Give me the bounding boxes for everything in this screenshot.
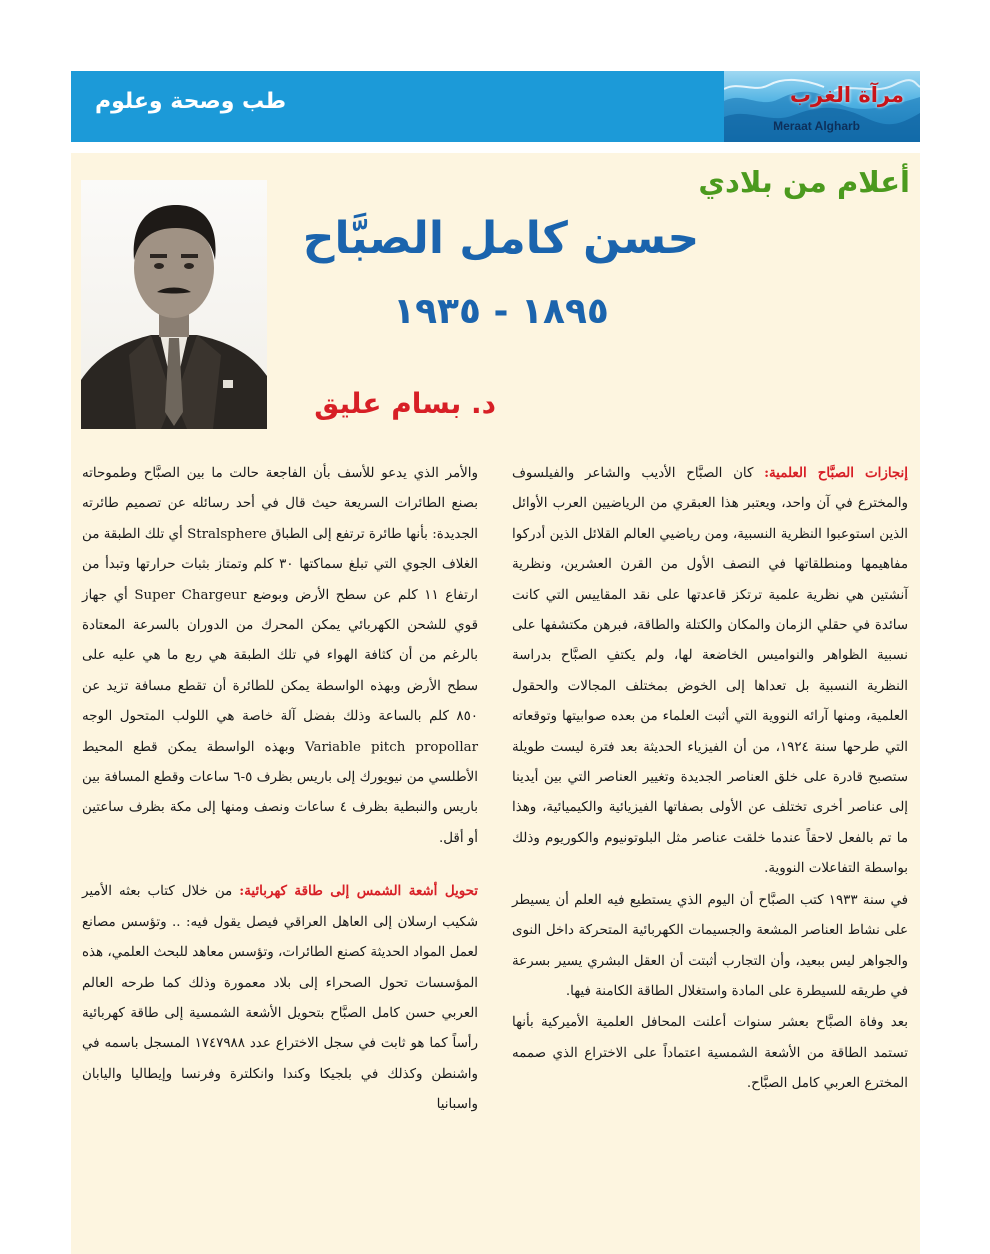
portrait-figure (81, 180, 267, 429)
paragraph-heading: تحويل أشعة الشمس إلى طاقة كهربائية: (239, 883, 478, 900)
paragraph-text: في سنة ١٩٣٣ كتب الصبَّاح أن اليوم الذي يستطيع فيه العلم أن يسيطر على نشاط العناصر المشعة والجسيمات الكهربائية المتحركة داخل النوى والجواهر ليس ببعيد، وأن التجارب أثبتت أن العقل البشري يسير بسرعة في طريقه للسيطرة على المادة واستغلال الطاقة الكامنة فيها. (512, 892, 909, 999)
article-page (71, 153, 920, 1254)
logo-arabic: مرآة الغرب (789, 83, 904, 107)
paragraph-text: بعد وفاة الصبَّاح بعشر سنوات أعلنت المحافل العلمية الأميركية بأنها تستمد الطاقة من الأشعة الشمسية اعتماداً على الاختراع الذي صممه المخترع العربي كامل الصبَّاح. (512, 1015, 908, 1092)
paragraph (512, 885, 908, 1008)
page-header (71, 71, 920, 142)
paragraph-text: والأمر الذي يدعو للأسف بأن الفاجعة حالت ما بين الصبَّاح وطموحاته بصنع الطائرات السريعة حيث قال في أحد رسائله عن تصميم طائرته الجديدة: بأنها طائرة ترتفع إلى الطباق Stralsphere أي تلك الطبقة من الغلاف الجوي التي تبلغ سماكتها ٣٠ كلم وتمتاز بثبات حرارتها وتبدأ من ارتفاع ١١ كلم عن سطح الأرض وبوضع Super Chargeur أي جهاز قوي للشحن الكهربائي يمكن المحرك من الدوران بالسرعة المعتادة بالرغم من أن كثافة الهواء في تلك الطبقة هي ربع ما هي عليه على سطح الأرض وبهذه الواسطة يمكن للطائرة أن تقطع مسافة تزيد عن ٨٥٠ كلم بالساعة وذلك بفضل آلة خاصة هي اللولب المتحول الوجه Variable pitch propollar وبهذه الواسطة يمكن قطع المحيط الأطلسي من نيويورك إلى باريس بظرف ٥-٦ ساعات وقطع المسافة بين باريس والنبطية بظرف ٤ ساعات ونصف ومنها إلى مكة بظرف ساعتين أو أقل. (82, 466, 479, 846)
article-title: حسن كامل الصبَّاح (302, 213, 700, 264)
logo-english: Meraat Algharb (773, 119, 860, 133)
paragraph (82, 458, 478, 854)
paragraph-text: كان الصبَّاح الأديب والشاعر والفيلسوف والمخترع في آن واحد، ويعتبر هذا العبقري من الرياضيين العرب الأوائل الذين استوعبوا النظرية النسبية، ومن رياضيي العالم القلائل الذين أدركوا مفاهيمها ومنطلقاتها في النصف الأول من القرن العشرين، ونظرية آنشتين هي نظرية علمية ترتكز قاعدتها على نقد المقاييس التي كانت سائدة في حقلي الزمان والمكان والكتلة والطاقة، فبرهن مكتشفها على نسبية الظواهر والنواميس الخاضعة لها، ولم يكتفِ الصبَّاح بدراسة النظرية النسبية بل تعداها إلى الخوض بمختلف المجالات والحقول العلمية، ومنها آرائه النووية التي أثبت العلماء من بعده صوابيتها وتوقعاته التي طرحها سنة ١٩٢٤، من أن الفيزياء الحديثة بعد فترة ليست طويلة ستصبح قادرة على خلق العناصر الجديدة وتغيير العناصر التي بين أيدينا إلى عناصر أخرى تختلف عن الأولى بصفاتها الفيزيائية والكيميائية، وهذا ما تم بالفعل لاحقاً عندما خلقت عناصر مثل البلوتونيوم والكوريوم وذلك بواسطة التفاعلات النووية. (512, 466, 908, 877)
left-column (82, 458, 478, 1121)
article-kicker: أعلام من بلادي (698, 165, 910, 199)
magazine-logo (724, 71, 920, 142)
article-years: ١٨٩٥ - ١٩٣٥ (393, 291, 609, 332)
right-column (512, 458, 908, 1100)
article-author: د. بسام عليق (314, 387, 496, 420)
paragraph (82, 876, 478, 1120)
paragraph-heading: إنجازات الصبَّاح العلمية: (764, 465, 908, 481)
paragraph-text: من خلال كتاب بعثه الأمير شكيب ارسلان إلى العاهل العراقي فيصل يقول فيه: .. وتؤسس مصانع لعمل المواد الحديثة كصنع الطائرات، وتؤسس معاهد للبحث العلمي، هذه المؤسسات تحول الصحراء إلى بلاد معمورة وذلك كما طرحه العالم العربي حسن كامل الصبَّاح بتحويل الأشعة الشمسية إلى طاقة كهربائية رأساً كما هو ثابت في سجل الاختراع عدد ١٧٤٧٩٨٨ المسجل باسمه في واشنطن وكذلك في بلجيكا وكندا وانكلترة وفرنسا وإيطاليا واليابان واسبانيا (82, 884, 478, 1113)
paragraph (512, 458, 908, 885)
paragraph (512, 1007, 908, 1099)
section-title: طب وصحة وعلوم (95, 89, 287, 114)
paragraph-spacer (82, 854, 478, 876)
portrait-photo (81, 180, 267, 429)
